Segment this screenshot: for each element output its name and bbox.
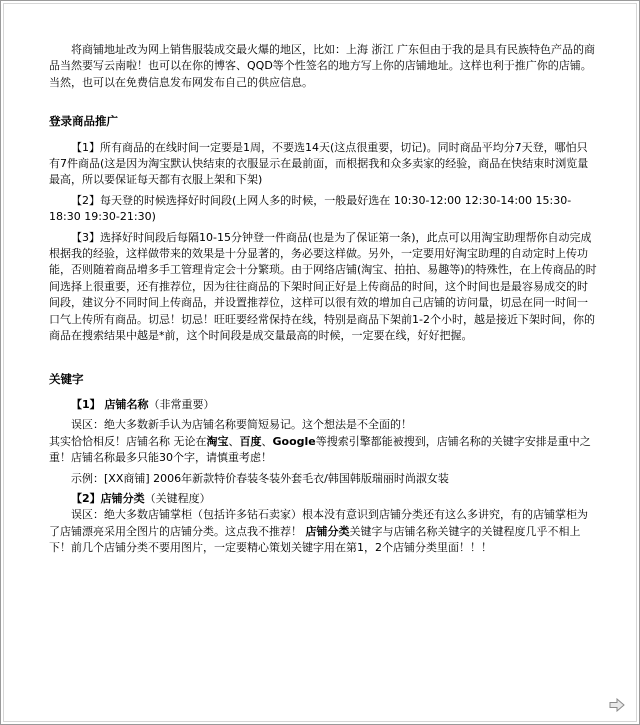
shop-name-body-pre: 其实恰恰相反！店铺名称 无论在: [49, 434, 207, 448]
keyword-item-1-title: [49, 397, 597, 413]
shop-name-body: [49, 434, 597, 467]
separator: 、: [228, 434, 240, 448]
section-heading-keywords: 关键字: [49, 371, 84, 386]
next-page-arrow-icon[interactable]: [609, 698, 625, 712]
separator: 、: [261, 434, 273, 448]
shop-name-label: 【1】 店铺名称: [71, 397, 149, 411]
keyword-item-2-title: [49, 491, 597, 507]
shop-category-note: （关键程度）: [144, 491, 211, 505]
document-body: [49, 42, 597, 557]
shop-name-note: （非常重要）: [148, 397, 215, 411]
promotion-item-2: 【2】每天登的时候选择好时间段(上网人多的时候，一般最好选在 10:30-12:00 12:30-14:00 15:30-18:30 19:30-21:30): [49, 193, 572, 224]
brand-taobao: 淘宝: [206, 434, 229, 448]
shop-category-body-post: 关键字与店铺名称关键字的关键程度几乎不相上下！前几个店铺分类不要用图片，一定要精心策划关键字用在第1，2个店铺分类里面！！！: [49, 524, 581, 555]
intro-paragraph: 将商铺地址改为网上销售服装成交最火爆的地区，比如：上海 浙江 广东但由于我的是具有民族特色产品的商品当然要写云南啦！也可以在你的博客、QQD等个性签名的地方写上你的店铺地址。这样也利于推广你的店铺。当然，也可以在免费信息发布网发布自己的供应信息。: [49, 43, 595, 89]
brand-baidu: 百度: [239, 434, 262, 448]
shop-name-body-post: 等搜索引擎都能被搜到，店铺名称的关键字安排是重中之重！店铺名称最多只能30个字，请慎重考虑！: [49, 434, 591, 465]
section-heading-promotion: 登录商品推广: [49, 114, 118, 129]
shop-category-label: 【2】店铺分类: [71, 491, 145, 505]
promotion-item-1: 【1】所有商品的在线时间一定要是1周，不要选14天(这点很重要，切记)。同时商品平均分7天登，哪怕只有7件商品(这是因为淘宝默认快结束的衣服显示在最前面，而根据我和众多卖家的经验，商品在快结束时浏览量最高，所以要保证每天都有衣服上架和下架): [49, 140, 589, 187]
shop-category-body: [49, 507, 597, 556]
shop-name-mistake: 误区：绝大多数新手认为店铺名称要简短易记。这个想法是不全面的！: [71, 418, 412, 432]
brand-google: Google: [272, 434, 316, 448]
shop-name-example: 示例：[XX商铺] 2006年新款特价春装冬装外套毛衣/韩国韩版瑞丽时尚淑女装: [71, 471, 449, 485]
shop-category-body-pre: 误区：绝大多数店铺掌柜（包括许多钻石卖家）根本没有意识到店铺分类还有这么多讲究，有的店铺掌柜为了店铺漂亮采用全图片的店铺分类。这点我不推荐！: [49, 508, 588, 538]
shop-category-bold: 店铺分类: [305, 524, 350, 538]
promotion-item-3: 【3】选择好时间段后每隔10-15分钟登一件商品(也是为了保证第一条)，此点可以用淘宝助理帮你自动完成根据我的经验，这样做带来的效果是十分显著的，务必要这样做。另外，一定要用好淘宝助理的自动定时上传功能，否则随着商品增多手工管理肯定会十分繁琐。由于网络店铺(淘宝、拍拍、易趣等)的特殊性，在上传商品的时间选择上很重要，还有推荐位，因为往往商品的下架时间正好是上传商品的时间，这个时间也是最容易成交的时间段，建议分不同时间上传商品，并设置推荐位，这样可以很有效的增加自己店铺的访问量，切忌在同一时间一口气上传所有商品。切忌！切忌！旺旺要经常保持在线，特别是商品下架前1-2个小时，越是接近下架时间，你的商品在搜索结果中越是*前，这个时间段是成交量最高的时候，一定要在线，好好把握。: [49, 230, 597, 343]
